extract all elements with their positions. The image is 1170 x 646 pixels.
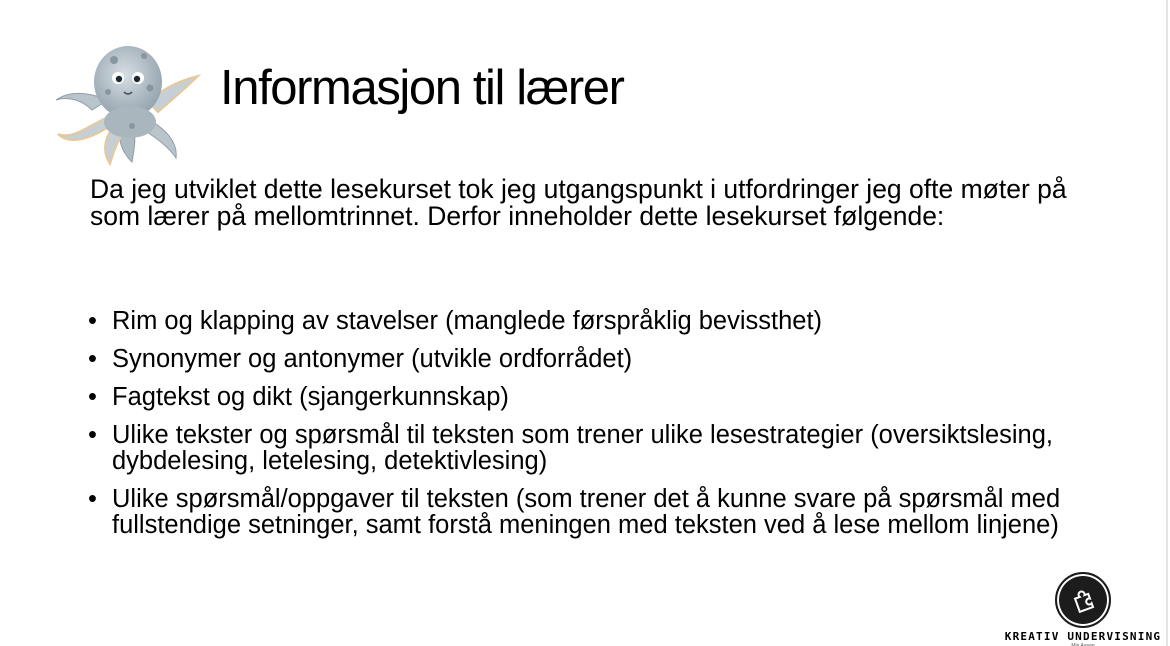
list-item: • Rim og klapping av stavelser (manglede førspråklig bevissthet) (88, 308, 1078, 334)
logo-name: KREATIV UNDERVISNING (1004, 630, 1162, 643)
list-item: • Fagtekst og dikt (sjangerkunnskap) (88, 384, 1078, 410)
puzzle-piece-icon (1068, 585, 1098, 615)
list-item: • Ulike tekster og spørsmål til teksten som trener ulike lesestrategier (oversiktslesing, dybdelesing, letelesing, detektivlesing) (88, 422, 1078, 474)
octopus-illustration (48, 30, 206, 168)
intro-paragraph: Da jeg utviklet dette lesekurset tok jeg utgangspunkt i utfordringer jeg ofte møter på som lærer på mellomtrinnet. Derfor inneholder dette lesekurset følgende: (90, 174, 1067, 231)
slide-title: Informasjon til lærer (220, 61, 624, 115)
logo-subtitle: Mia Aasen (1071, 643, 1095, 646)
list-item: • Synonymer og antonymer (utvikle ordforrådet) (88, 346, 1078, 372)
bullet-list (88, 308, 1078, 550)
logo-badge (1055, 572, 1111, 628)
brand-logo (1003, 572, 1163, 646)
list-item: • Ulike spørsmål/oppgaver til teksten (som trener det å kunne svare på spørsmål med fullstendige setninger, samt forstå meningen med teksten ved å lese mellom linjene) (88, 486, 1078, 538)
